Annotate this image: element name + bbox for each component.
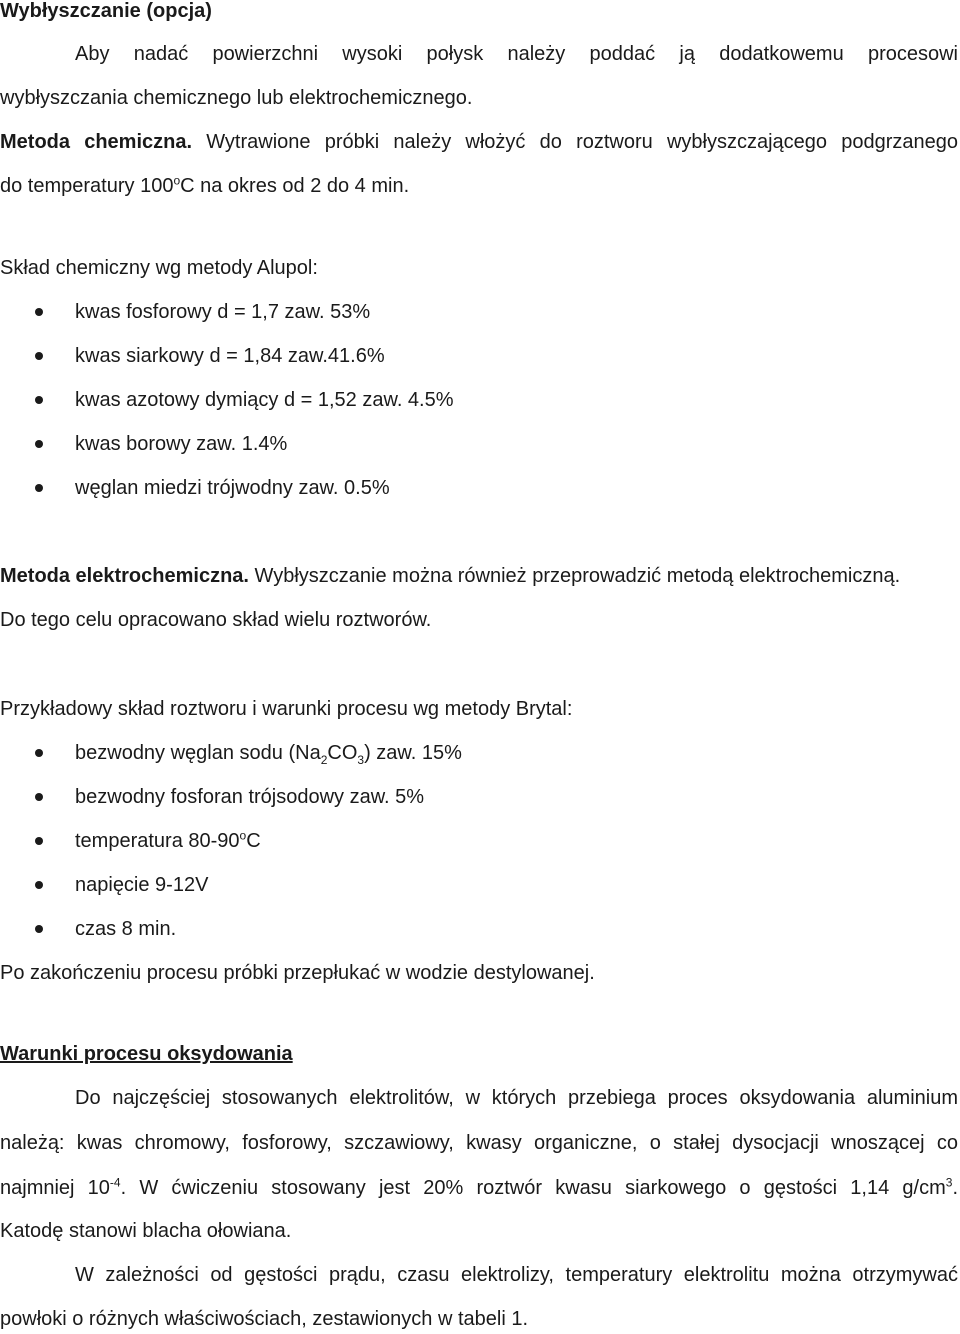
chemical-method-label: Metoda chemiczna. (0, 131, 193, 153)
bullet-icon (35, 484, 43, 492)
oxidation-p1-line-4: Katodę stanowi blacha ołowiana. (0, 1220, 292, 1242)
list-item: węglan miedzi trójwodny zaw. 0.5% (75, 477, 390, 499)
bullet-icon (35, 837, 43, 845)
bullet-icon (35, 396, 43, 404)
subscript: 2 (320, 753, 328, 767)
list-item: kwas siarkowy d = 1,84 zaw.41.6% (75, 345, 385, 367)
superscript: 3 (945, 1175, 953, 1190)
chemical-method-text: Wytrawione próbki należy włożyć do roztworu wybłyszczającego podgrzanego (192, 131, 958, 153)
section-heading-oxidation: Warunki procesu oksydowania (0, 1043, 293, 1065)
list-item (75, 829, 261, 853)
oxidation-p1-line-2: należą: kwas chromowy, fosforowy, szczawiowy, kwasy organiczne, o stałej dysocjacji wnoszącej co (0, 1132, 958, 1154)
list-item (75, 741, 462, 765)
chemical-method-line-2 (0, 174, 409, 198)
superscript: -4 (109, 1175, 121, 1190)
electrochemical-method-line-1 (0, 564, 900, 588)
chemical-method-line-1 (0, 130, 958, 154)
bullet-icon (35, 749, 43, 757)
duration-text: C na okres od 2 do 4 min. (180, 175, 410, 197)
list-item: kwas azotowy dymiący d = 1,52 zaw. 4.5% (75, 389, 454, 411)
text-segment: . (952, 1177, 958, 1199)
oxidation-p1-line-3 (0, 1176, 958, 1200)
electrochemical-method-line-2: Do tego celu opracowano skład wielu roztworów. (0, 609, 432, 631)
rinse-instruction: Po zakończeniu procesu próbki przepłukać w wodzie destylowanej. (0, 962, 595, 984)
item-text: ) zaw. 15% (364, 742, 462, 764)
bullet-icon (35, 793, 43, 801)
text-segment: . W ćwiczeniu stosowany jest 20% roztwór kwasu siarkowego o gęstości 1,14 g/cm (120, 1177, 946, 1199)
temp-text: do temperatury 100 (0, 175, 174, 197)
bullet-icon (35, 881, 43, 889)
oxidation-p2-line-2: powłoki o różnych właściwościach, zestawionych w tabeli 1. (0, 1308, 529, 1330)
brytal-title: Przykładowy skład roztworu i warunki procesu wg metody Brytal: (0, 698, 573, 720)
intro-line-1: Aby nadać powierzchni wysoki połysk należy poddać ją dodatkowemu procesowi (75, 43, 958, 65)
item-text: C (246, 830, 261, 852)
electrochemical-method-text: Wybłyszczanie można również przeprowadzić metodą elektrochemiczną. (248, 565, 901, 587)
list-item: kwas fosforowy d = 1,7 zaw. 53% (75, 301, 371, 323)
intro-line-2: wybłyszczania chemicznego lub elektrochemicznego. (0, 87, 473, 109)
oxidation-p1-line-1: Do najczęściej stosowanych elektrolitów, w których przebiega proces oksydowania aluminium (75, 1087, 958, 1109)
list-item: napięcie 9-12V (75, 874, 209, 896)
degree-sup: o (239, 828, 247, 843)
oxidation-p2-line-1: W zależności od gęstości prądu, czasu elektrolizy, temperatury elektrolitu można otrzymywać (75, 1264, 958, 1286)
bullet-icon (35, 440, 43, 448)
alupol-title: Skład chemiczny wg metody Alupol: (0, 257, 318, 279)
bullet-icon (35, 308, 43, 316)
text-segment: najmniej 10 (0, 1177, 110, 1199)
bullet-icon (35, 925, 43, 933)
list-item: kwas borowy zaw. 1.4% (75, 433, 288, 455)
bullet-icon (35, 352, 43, 360)
item-text: bezwodny węglan sodu (Na (75, 742, 321, 764)
list-item: bezwodny fosforan trójsodowy zaw. 5% (75, 786, 425, 808)
electrochemical-method-label: Metoda elektrochemiczna. (0, 565, 249, 587)
item-text: temperatura 80-90 (75, 830, 240, 852)
degree-sup: o (173, 173, 181, 188)
subscript: 3 (357, 753, 365, 767)
section-heading-polishing: Wybłyszczanie (opcja) (0, 0, 212, 22)
list-item: czas 8 min. (75, 918, 177, 940)
item-text: CO (327, 742, 358, 764)
